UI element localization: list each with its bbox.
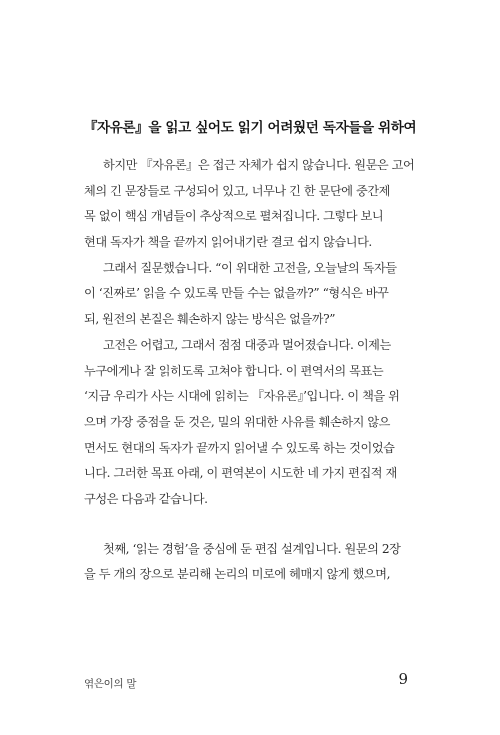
running-title: 엮은이의 말: [84, 678, 137, 690]
text-line: 니다. 그러한 목표 아래, 이 편역본이 시도한 네 가지 편집적 재: [84, 466, 397, 481]
text-line: 으며 가장 중점을 둔 것은, 밀의 위대한 사유를 훼손하지 않으: [84, 414, 390, 429]
text-line: 구성은 다음과 같습니다.: [84, 491, 208, 506]
text-line: 현대 독자가 책을 끝까지 읽어내기란 결코 쉽지 않습니다.: [84, 235, 372, 250]
paragraph-gap: [84, 513, 432, 537]
text-line: 면서도 현대의 독자가 끝까지 읽어낼 수 있도록 하는 것이었습: [84, 440, 395, 455]
body-text: [84, 153, 432, 588]
text-line: 을 두 개의 장으로 분리해 논리의 미로에 헤매지 않게 했으며,: [84, 567, 390, 582]
text-line: 첫째, ‘읽는 경험’을 중심에 둔 편집 설계입니다. 원문의 2장: [103, 541, 401, 556]
section-heading: 『자유론』을 읽고 싶어도 읽기 어려웠던 독자들을 위하여: [83, 120, 417, 136]
text-line: 체의 긴 문장들로 구성되어 있고, 너무나 긴 한 문단에 중간제: [84, 183, 390, 198]
text-line: 목 없이 핵심 개념들이 추상적으로 펼쳐집니다. 그렇다 보니: [84, 209, 384, 224]
text-line: 고전은 어렵고, 그래서 점점 대중과 멀어졌습니다. 이제는: [103, 337, 391, 352]
text-line: 되, 원전의 본질은 훼손하지 않는 방식은 없을까?”: [84, 312, 335, 327]
page-number: 9: [398, 670, 408, 688]
text-line: 이 ‘진짜로’ 읽을 수 있도록 만들 수는 없을까?” “형식은 바꾸: [84, 286, 389, 301]
text-line: 하지만 『자유론』은 접근 자체가 쉽지 않습니다. 원문은 고어: [103, 158, 415, 172]
text-line: ‘지금 우리가 사는 시대에 읽히는 『자유론』’입니다. 이 책을 위: [84, 389, 400, 404]
text-line: 누구에게나 잘 읽히도록 고쳐야 합니다. 이 편역서의 목표는: [84, 363, 384, 378]
text-line: 그래서 질문했습니다. “이 위대한 고전을, 오늘날의 독자들: [103, 260, 397, 275]
